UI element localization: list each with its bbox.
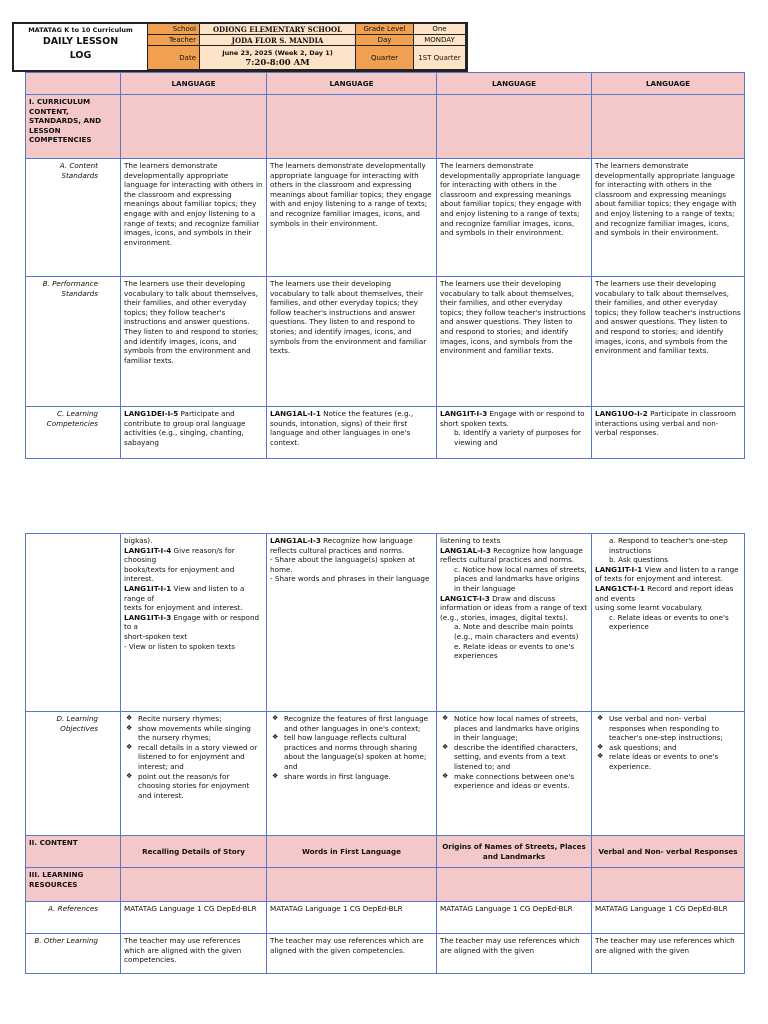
other-resources-cell: The teacher may use references which are aligned with the given [592,934,745,974]
competency-code: LANG1DEI-I-5 [124,409,179,418]
date-text: June 23, 2025 (Week 2, Day 1) [222,48,333,57]
content-cell: Words in First Language [267,836,437,868]
section-label: C. Learning Competencies [26,407,121,459]
objective-item: ❖ Notice how local names of streets, places and landmarks have origins in their language; [440,714,588,743]
other-resources-cell: The teacher may use references which are aligned with the given [437,934,592,974]
performance-standard-cell: The learners use their developing vocabulary to talk about themselves, their families, and other everyday topics; they follow teacher's instructions and answer questions. They listen to and respond to stories; and identify images, icons, and symbols from the environment and familiar texts. [437,277,592,407]
competency-line [440,546,588,565]
school-value: ODIONG ELEMENTARY SCHOOL [200,24,356,35]
objectives-cell [121,712,267,836]
objective-item: ❖ recall details in a story viewed or listened to for enjoyment and interest; and [124,743,263,772]
blank-cell [26,534,121,712]
reference-cell: MATATAG Language 1 CG DepEd-BLR [267,902,437,934]
empty-cell [121,868,267,902]
competency-line: - Share words and phrases in their language [270,574,430,584]
competency-line: - View or listen to spoken texts [124,641,235,651]
section-label: A. References [26,902,121,934]
performance-standard-cell: The learners use their developing vocabulary to talk about themselves, their families, and other everyday topics; they follow teacher's instructions and answer questions. They listen to and respond to stories; and identify images, icons, and symbols from the environment and familiar texts. [592,277,745,407]
subject-header: LANGUAGE [121,73,267,95]
objective-item: ❖ share words in first language. [270,772,433,782]
competency-line [270,536,433,555]
content-standard-cell: The learners demonstrate developmentally appropriate language for interacting with others in the classroom and expressing meanings about familiar topics; they engage with and enjoy listening to a range of texts; and recognize familiar images, icons, and symbols in their environment. [437,159,592,277]
objective-list [270,714,433,781]
objective-list [440,714,588,791]
curriculum-row [26,95,745,159]
objective-item: ❖ ask questions; and [595,743,741,753]
content-row [26,836,745,868]
competency-line: listening to texts [440,536,501,545]
objective-item: ❖ show movements while singing the nursery rhymes; [124,724,263,743]
quarter-value: 1ST Quarter [414,46,466,70]
competency-text: Give reason/s for choosing [124,545,235,565]
competency-line: short-spoken text [124,631,188,641]
content-standard-cell: The learners demonstrate developmentally appropriate language for interacting with others in the classroom and expressing meanings about familiar topics; they engage with and enjoy listening to a range of texts; and recognize familiar images, icons, and symbols in their environment. [267,159,437,277]
performance-standard-cell: The learners use their developing vocabulary to talk about themselves, their families, and other everyday topics; they follow teacher's instructions and answer questions. They listen to and respond to stories; and identify images, icons, and symbols from the environment and familiar texts. [121,277,267,407]
competency-code: LANG1UO-I-2 [595,409,648,418]
competency-code: LANG1IT-I-4 [124,545,172,555]
header-info-grid [148,24,466,70]
competency-code: LANG1IT-I-1 [595,564,643,574]
subject-header: LANGUAGE [592,73,745,95]
content-cell: Recalling Details of Story [121,836,267,868]
competency-cell [437,407,592,459]
objective-item: ❖ tell how language reflects cultural practices and norms through sharing about the language(s) spoken at home; and [270,733,433,771]
competency-cell [267,534,437,712]
competency-text: Draw and discuss information or ideas from a range of text (e.g., stories, images, digital texts). [440,593,588,622]
log-title-line1: DAILY LESSON [42,36,119,47]
section-label: B. Performance Standards [26,277,121,407]
competency-code: LANG1AL-I-3 [440,545,491,555]
references-row [26,902,745,934]
objective-list [124,714,263,800]
competency-line [440,594,588,623]
competency-code: LANG1IT-I-3 [124,612,172,622]
competency-line: texts for enjoyment and interest. [124,603,243,613]
competency-line: books/texts for enjoyment and interest. [124,564,235,584]
competency-code: LANG1CT-I-3 [440,593,490,603]
objectives-cell [592,712,745,836]
objective-item: ❖ make connections between one's experience and ideas or events. [440,772,588,791]
content-standard-row [26,159,745,277]
competency-line: bigkas). [124,536,153,545]
teacher-label: Teacher [148,35,200,46]
date-value [200,46,356,70]
competency-line: c. Relate ideas or events to one's experience [609,612,729,632]
competency-cell [592,534,745,712]
time-text: 7:20-8:00 AM [245,57,310,68]
section-label: B. Other Learning [26,934,121,974]
competency-text: Notice the features (e.g., sounds, intonation, signs) of their first language and other languages in one's context. [270,409,414,447]
competency-text: View and listen to a range of texts for enjoyment and interest. [595,564,739,584]
dll-header [12,22,468,72]
competency-text: Participate in classroom interactions using verbal and non- verbal responses. [595,409,736,438]
dll-title-block [14,24,148,70]
competency-cell [121,407,267,459]
competency-text: Record and report ideas and events [595,583,734,603]
empty-cell [267,95,437,159]
content-cell: Origins of Names of Streets, Places and Landmarks [437,836,592,868]
competency-cell [267,407,437,459]
grade-label: Grade Level [356,24,414,35]
content-cell: Verbal and Non- verbal Responses [592,836,745,868]
objective-item: ❖ Recognize the features of first language and other languages in one's context; [270,714,433,733]
content-standard-cell: The learners demonstrate developmentally appropriate language for interacting with others in the classroom and expressing meanings about familiar topics; they engage with and enjoy listening to a range of texts; and recognize familiar images, icons, and symbols in their environment. [592,159,745,277]
empty-cell [267,868,437,902]
empty-cell [437,868,592,902]
section-label: A. Content Standards [26,159,121,277]
objective-item: ❖ describe the identified characters, setting, and events from a text listened to; and [440,743,588,772]
objectives-cell [267,712,437,836]
competency-line: - Share about the language(s) spoken at home. [270,555,416,574]
other-resources-row [26,934,745,974]
section-label: II. CONTENT [26,836,121,868]
competency-code: LANG1AL-I-3 [270,536,321,545]
reference-cell: MATATAG Language 1 CG DepEd-BLR [121,902,267,934]
competency-line [595,565,741,584]
competency-line [124,584,263,603]
competency-text: Participate and contribute to group oral language activities (e.g., singing, chanting, sabayang [124,409,246,447]
competency-line [124,613,263,632]
competency-code: LANG1IT-I-3 [440,409,488,418]
blank-cell [26,73,121,95]
objectives-row [26,712,745,836]
competency-line: b. Ask questions [609,555,669,565]
competency-code: LANG1AL-I-1 [270,409,321,418]
empty-cell [592,95,745,159]
other-resources-cell: The teacher may use references which are aligned with the given competencies. [121,934,267,974]
day-value: MONDAY [414,35,466,46]
competencies-row [26,407,745,459]
objective-item: ❖ relate ideas or events to one's experience. [595,752,741,771]
quarter-label: Quarter [356,46,414,70]
competency-line [595,584,741,603]
resources-row [26,868,745,902]
teacher-value: JODA FLOR S. MANDIA [200,35,356,46]
section-label: I. CURRICULUM CONTENT, STANDARDS, AND LESSON COMPETENCIES [26,95,121,159]
curriculum-label: MATATAG K to 10 Curriculum [28,26,133,34]
content-standard-cell: The learners demonstrate developmentally appropriate language for interacting with others in the classroom and expressing meanings about familiar topics; they engage with and enjoy listening to a range of texts; and recognize familiar images, icons, and symbols in their environment. [121,159,267,277]
competency-line: a. Note and describe main points (e.g., main characters and events) [454,622,579,641]
lesson-table-page2 [25,533,745,974]
subject-header: LANGUAGE [437,73,592,95]
competency-text: Recognize how language reflects cultural practices and norms. [440,545,583,565]
competency-line: a. Respond to teacher's one-step instructions [609,536,728,555]
competency-text: View and listen to a range of [124,583,245,603]
log-title-line2: LOG [69,50,92,61]
competencies-cont-row [26,534,745,712]
competency-cell [592,407,745,459]
objective-list [595,714,741,772]
reference-cell: MATATAG Language 1 CG DepEd-BLR [437,902,592,934]
empty-cell [592,868,745,902]
performance-standard-row [26,277,745,407]
competency-text: Engage with or respond to a [124,612,260,632]
lesson-table-page1 [25,72,745,459]
competency-line: c. Notice how local names of streets, places and landmarks have origins in their language [454,564,587,593]
objectives-cell [437,712,592,836]
competency-line: e. Relate ideas or events to one's experiences [454,641,575,661]
other-resources-cell: The teacher may use references which are aligned with the given competencies. [267,934,437,974]
school-label: School [148,24,200,35]
subject-header-row [26,73,745,95]
objective-item: ❖ point out the reason/s for choosing stories for enjoyment and interest. [124,772,263,801]
competency-extra: b. Identify a variety of purposes for viewing and [454,428,581,447]
competency-line [124,546,263,565]
section-label: D. Learning Objectives [26,712,121,836]
grade-value: One [414,24,466,35]
empty-cell [121,95,267,159]
competency-text: Recognize how language reflects cultural practices and norms. [270,536,413,555]
competency-cell [437,534,592,712]
competency-text: Engage with or respond to short spoken texts. [440,409,585,428]
competency-cell [121,534,267,712]
section-label: III. LEARNING RESOURCES [26,868,121,902]
objective-item: ❖ Recite nursery rhymes; [124,714,263,724]
empty-cell [437,95,592,159]
date-label: Date [148,46,200,70]
performance-standard-cell: The learners use their developing vocabulary to talk about themselves, their families, and other everyday topics; they follow teacher's instructions and answer questions. They listen to and respond to stories; and identify images, icons, and symbols from the environment and familiar texts. [267,277,437,407]
competency-code: LANG1CT-I-1 [595,583,645,593]
competency-line: using some learnt vocabulary. [595,603,703,613]
reference-cell: MATATAG Language 1 CG DepEd-BLR [592,902,745,934]
competency-code: LANG1IT-I-1 [124,583,172,593]
subject-header: LANGUAGE [267,73,437,95]
day-label: Day [356,35,414,46]
objective-item: ❖ Use verbal and non- verbal responses when responding to teacher's one-step instructions; [595,714,741,743]
